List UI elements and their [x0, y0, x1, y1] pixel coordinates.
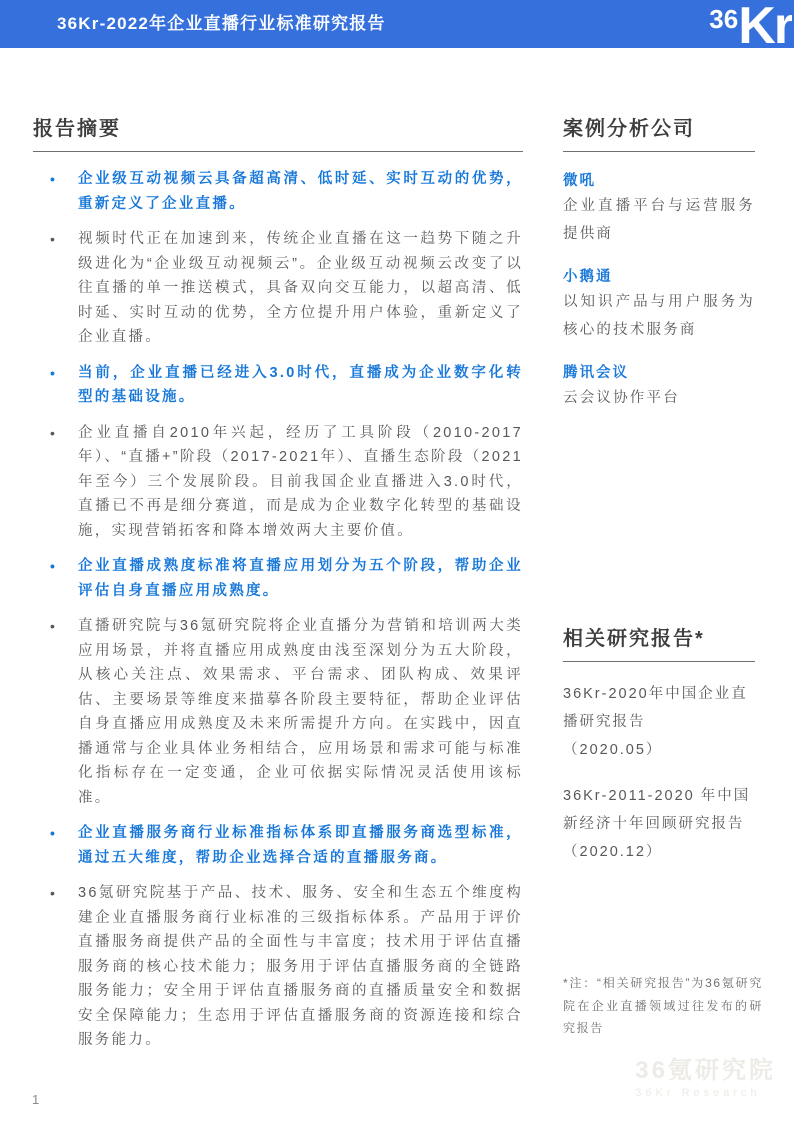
summary-bullet: • 当前，企业直播已经进入3.0时代，直播成为企业数字化转型的基础设施。 — [33, 361, 523, 410]
summary-bullet: • 视频时代正在加速到来，传统企业直播在这一趋势下随之升级进化为“企业级互动视频云”。企业级互动视频云改变了以往直播的单一推送模式，具备双向交互能力，以超高清、低时延、实时互动的优势，全方位提升用户体验，重新定义了企业直播。 — [33, 227, 523, 350]
summary-bullet: • 企业直播自2010年兴起，经历了工具阶段（2010-2017年）、“直播+”阶段（2017-2021年）、直播生态阶段（2021年至今）三个发展阶段。目前我国企业直播进入3.0时代，直播已不再是细分赛道，而是成为企业数字化转型的基础设施，实现营销拓客和降本增效两大主要价值。 — [33, 421, 523, 544]
report-entry — [563, 782, 755, 866]
36kr-logo — [709, 0, 792, 55]
case-companies-section — [563, 112, 755, 413]
summary-section — [33, 112, 523, 1064]
report-date: （2020.12） — [563, 844, 663, 860]
header-bar — [0, 0, 794, 48]
related-reports-heading: 相关研究报告* — [563, 622, 755, 662]
company-name: 小鹅通 — [563, 269, 613, 285]
report-date: （2020.05） — [563, 742, 663, 758]
logo-kr-text: Kr — [738, 0, 792, 55]
summary-heading: 报告摘要 — [33, 112, 523, 152]
summary-bullet: • 企业直播成熟度标准将直播应用划分为五个阶段，帮助企业评估自身直播应用成熟度。 — [33, 554, 523, 603]
summary-bullet: • 直播研究院与36氪研究院将企业直播分为营销和培训两大类应用场景，并将直播应用成熟度由浅至深划分为五大阶段，从核心关注点、效果需求、平台需求、团队构成、效果评估、主要场景等维度来描摹各阶段主要特征，帮助企业评估自身直播应用成熟度及未来所需提升方向。在实践中，因直播通常与企业具体业务相结合，应用场景和需求可能与标准化指标存在一定变通，企业可依据实际情况灵活使用该标准。 — [33, 614, 523, 810]
company-entry — [563, 169, 755, 248]
watermark-subtext: 36Kr Research — [635, 1087, 761, 1099]
watermark — [635, 1057, 776, 1101]
company-description: 云会议协作平台 — [563, 390, 680, 406]
report-title: 36Kr-2011-2020 年中国新经济十年回顾研究报告 — [563, 788, 751, 832]
summary-bullet-list — [33, 167, 523, 1053]
logo-36-text: 36 — [709, 4, 739, 34]
company-name: 腾讯会议 — [563, 365, 629, 381]
watermark-text: 36氪研究院 — [635, 1057, 776, 1084]
page-number: 1 — [32, 1092, 40, 1107]
footnote: *注：“相关研究报告”为36氪研究院在企业直播领域过往发布的研究报告 — [563, 976, 763, 1035]
summary-bullet: • 企业级互动视频云具备超高清、低时延、实时互动的优势，重新定义了企业直播。 — [33, 167, 523, 216]
case-companies-heading: 案例分析公司 — [563, 112, 755, 152]
summary-bullet: • 36氪研究院基于产品、技术、服务、安全和生态五个维度构建企业直播服务商行业标准的三级指标体系。产品用于评价直播服务商提供产品的全面性与丰富度；技术用于评估直播服务商的核心技术能力；服务用于评估直播服务商的全链路服务能力；安全用于评估直播服务商的直播质量安全和数据安全保障能力；生态用于评估直播服务商的资源连接和综合服务能力。 — [33, 881, 523, 1053]
company-name: 微吼 — [563, 173, 596, 189]
company-description: 企业直播平台与运营服务提供商 — [563, 198, 755, 242]
page-title: 36Kr-2022年企业直播行业标准研究报告 — [57, 14, 386, 33]
company-description: 以知识产品与用户服务为核心的技术服务商 — [563, 294, 755, 338]
company-entry — [563, 361, 755, 413]
company-entry — [563, 265, 755, 344]
related-reports-section — [563, 622, 755, 866]
report-title: 36Kr-2020年中国企业直播研究报告 — [563, 686, 748, 730]
report-entry — [563, 680, 755, 764]
summary-bullet: • 企业直播服务商行业标准指标体系即直播服务商选型标准，通过五大维度，帮助企业选择合适的直播服务商。 — [33, 821, 523, 870]
